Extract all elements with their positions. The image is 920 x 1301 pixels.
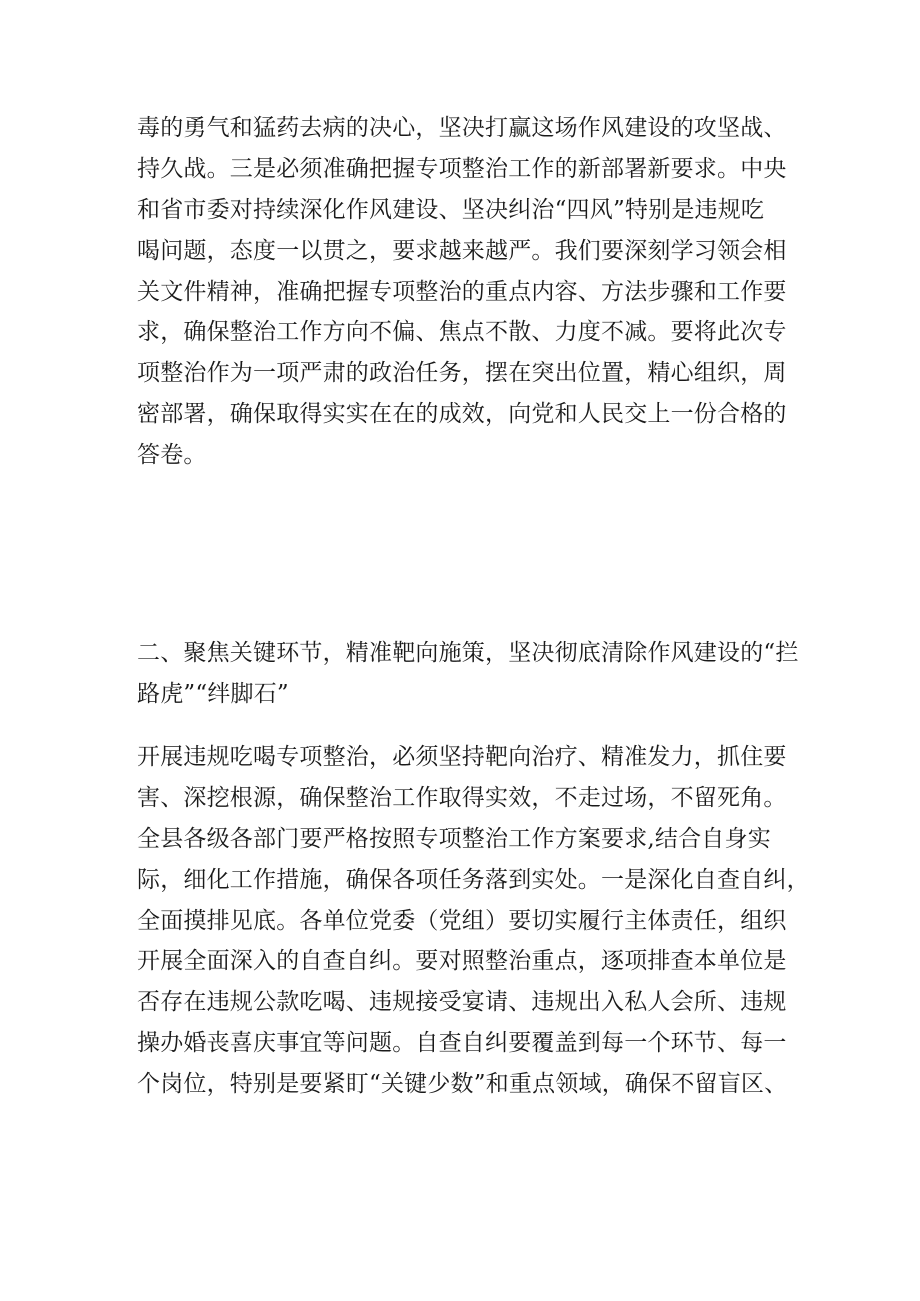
text-line: 密部署，确保取得实实在在的成效，向党和人民交上一份合格的: [137, 401, 787, 428]
text-line: 持久战。三是必须准确把握专项整治工作的新部署新要求。中央: [137, 155, 787, 182]
heading-line: 路虎”“绊脚石”: [137, 680, 289, 707]
text-line: 答卷。: [137, 442, 207, 469]
text-line: 全面摸排见底。各单位党委（党组）要切实履行主体责任，组织: [137, 907, 787, 934]
text-line: 否存在违规公款吃喝、违规接受宴请、违规出入私人会所、违规: [137, 989, 787, 1016]
text-line: 和省市委对持续深化作风建设、坚决纠治“四风”特别是违规吃: [137, 196, 765, 223]
text-line: 开展全面深入的自查自纠。要对照整治重点，逐项排查本单位是: [137, 948, 787, 975]
text-line: 项整治作为一项严肃的政治任务，摆在突出位置，精心组织，周: [137, 360, 787, 387]
text-line: 操办婚丧喜庆事宜等问题。自查自纠要覆盖到每一个环节、每一: [137, 1030, 787, 1057]
heading-line: 二、聚焦关键环节，精准靶向施策，坚决彻底清除作风建设的“拦: [137, 640, 799, 666]
paragraph-continued: [137, 108, 787, 476]
text-line: 开展违规吃喝专项整治，必须坚持靶向治疗、精准发力，抓住要: [137, 744, 787, 770]
paragraph-body: [137, 737, 810, 1105]
section-heading: [137, 633, 799, 715]
text-line: 关文件精神，准确把握专项整治的重点内容、方法步骤和工作要: [137, 278, 787, 305]
text-line: 喝问题，态度一以贯之，要求越来越严。我们要深刻学习领会相: [137, 237, 787, 264]
text-line: 际，细化工作措施，确保各项任务落到实处。一是深化自查自纠，: [137, 866, 810, 893]
text-line: 求，确保整治工作方向不偏、焦点不散、力度不减。要将此次专: [137, 319, 787, 346]
text-line: 害、深挖根源，确保整治工作取得实效，不走过场，不留死角。: [137, 784, 787, 811]
text-line: 全县各级各部门要严格按照专项整治工作方案要求,结合自身实: [137, 825, 771, 852]
text-line: 毒的勇气和猛药去病的决心，坚决打赢这场作风建设的攻坚战、: [137, 115, 787, 141]
text-line: 个岗位，特别是要紧盯“关键少数”和重点领域，确保不留盲区、: [137, 1071, 788, 1098]
